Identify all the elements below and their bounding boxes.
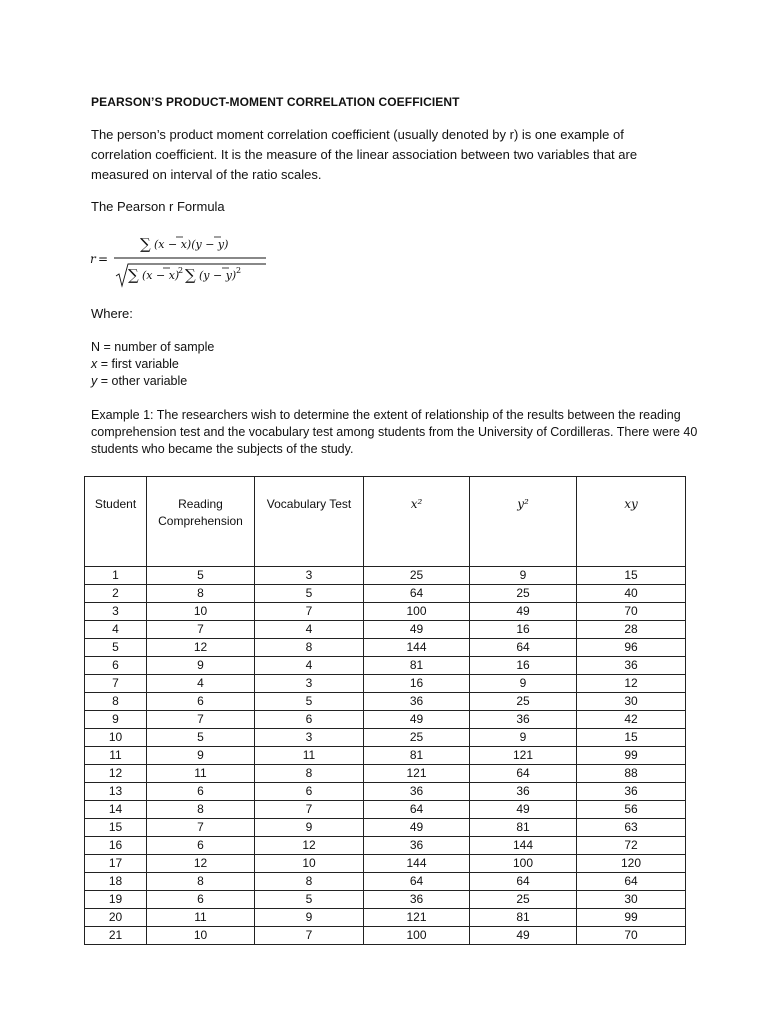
cell-y-squared: 25	[470, 585, 577, 603]
cell-vocabulary: 5	[255, 585, 364, 603]
cell-xy: 36	[577, 657, 686, 675]
cell-y-squared: 144	[470, 837, 577, 855]
cell-x-squared: 64	[364, 585, 470, 603]
cell-reading: 8	[147, 873, 255, 891]
intro-paragraph: The person’s product moment correlation coefficient (usually denoted by r) is one example of correlation coefficient. It is the measure of the linear association between two variables that are measured on interval of the ratio scales.	[91, 127, 638, 182]
formula-heading: The Pearson r Formula	[91, 199, 225, 214]
cell-xy: 30	[577, 891, 686, 909]
table-row	[85, 855, 686, 873]
svg-text:(y − y): (y − y)	[199, 269, 237, 282]
pearson-r-formula	[88, 228, 288, 290]
cell-y-squared: 36	[470, 711, 577, 729]
variable-definitions	[91, 339, 214, 390]
table-row	[85, 675, 686, 693]
data-table	[84, 476, 686, 945]
header-vocabulary-test: Vocabulary Test	[255, 477, 364, 567]
cell-xy: 64	[577, 873, 686, 891]
cell-xy: 70	[577, 603, 686, 621]
cell-x-squared: 49	[364, 711, 470, 729]
table-row	[85, 729, 686, 747]
table-body	[85, 567, 686, 945]
table-row	[85, 873, 686, 891]
cell-xy: 15	[577, 567, 686, 585]
cell-x-squared: 36	[364, 693, 470, 711]
cell-x-squared: 36	[364, 783, 470, 801]
header-x-squared: x²	[364, 477, 470, 567]
table-row	[85, 711, 686, 729]
cell-y-squared: 81	[470, 909, 577, 927]
cell-y-squared: 9	[470, 567, 577, 585]
cell-student: 13	[85, 783, 147, 801]
header-xy: xy	[577, 477, 686, 567]
table-row	[85, 693, 686, 711]
cell-x-squared: 36	[364, 891, 470, 909]
cell-vocabulary: 7	[255, 603, 364, 621]
cell-vocabulary: 8	[255, 765, 364, 783]
cell-reading: 4	[147, 675, 255, 693]
cell-y-squared: 100	[470, 855, 577, 873]
table-row	[85, 909, 686, 927]
svg-text:=: =	[98, 252, 109, 266]
svg-text:2: 2	[178, 266, 184, 275]
cell-vocabulary: 4	[255, 657, 364, 675]
cell-reading: 6	[147, 693, 255, 711]
cell-x-squared: 100	[364, 603, 470, 621]
page-title: PEARSON’S PRODUCT-MOMENT CORRELATION COEFFICIENT	[91, 95, 460, 109]
cell-vocabulary: 9	[255, 819, 364, 837]
cell-student: 15	[85, 819, 147, 837]
cell-x-squared: 144	[364, 639, 470, 657]
cell-xy: 99	[577, 909, 686, 927]
cell-xy: 12	[577, 675, 686, 693]
cell-y-squared: 25	[470, 693, 577, 711]
cell-vocabulary: 12	[255, 837, 364, 855]
cell-reading: 12	[147, 855, 255, 873]
cell-reading: 6	[147, 891, 255, 909]
table-row	[85, 891, 686, 909]
cell-student: 21	[85, 927, 147, 945]
cell-vocabulary: 8	[255, 639, 364, 657]
table-row	[85, 927, 686, 945]
cell-student: 20	[85, 909, 147, 927]
svg-text:(x − x): (x − x)	[142, 269, 180, 282]
cell-reading: 11	[147, 909, 255, 927]
cell-xy: 15	[577, 729, 686, 747]
cell-reading: 10	[147, 603, 255, 621]
svg-text:(x − x)(y − y): (x − x)(y − y)	[154, 238, 229, 251]
cell-student: 19	[85, 891, 147, 909]
cell-x-squared: 49	[364, 819, 470, 837]
cell-x-squared: 16	[364, 675, 470, 693]
definition-symbol: N	[91, 340, 101, 354]
svg-text:∑: ∑	[185, 266, 196, 284]
cell-vocabulary: 7	[255, 927, 364, 945]
cell-xy: 88	[577, 765, 686, 783]
table-row	[85, 765, 686, 783]
cell-reading: 7	[147, 711, 255, 729]
cell-vocabulary: 6	[255, 711, 364, 729]
cell-y-squared: 64	[470, 639, 577, 657]
cell-y-squared: 16	[470, 621, 577, 639]
cell-vocabulary: 3	[255, 675, 364, 693]
cell-reading: 8	[147, 585, 255, 603]
table-row	[85, 639, 686, 657]
definition-line	[91, 356, 214, 373]
cell-student: 11	[85, 747, 147, 765]
cell-x-squared: 121	[364, 765, 470, 783]
definition-symbol: y	[91, 374, 98, 388]
cell-student: 3	[85, 603, 147, 621]
cell-student: 14	[85, 801, 147, 819]
cell-xy: 56	[577, 801, 686, 819]
cell-xy: 99	[577, 747, 686, 765]
table-header-row	[85, 477, 686, 567]
table-row	[85, 585, 686, 603]
where-label: Where:	[91, 306, 133, 321]
cell-vocabulary: 5	[255, 693, 364, 711]
cell-student: 10	[85, 729, 147, 747]
cell-y-squared: 49	[470, 927, 577, 945]
cell-xy: 63	[577, 819, 686, 837]
cell-student: 4	[85, 621, 147, 639]
table-row	[85, 657, 686, 675]
cell-x-squared: 81	[364, 747, 470, 765]
cell-xy: 72	[577, 837, 686, 855]
cell-xy: 36	[577, 783, 686, 801]
svg-text:r: r	[90, 252, 96, 266]
cell-x-squared: 64	[364, 801, 470, 819]
cell-vocabulary: 8	[255, 873, 364, 891]
definition-text: = first variable	[97, 357, 179, 371]
cell-y-squared: 25	[470, 891, 577, 909]
cell-reading: 5	[147, 729, 255, 747]
cell-reading: 10	[147, 927, 255, 945]
cell-reading: 7	[147, 819, 255, 837]
cell-y-squared: 9	[470, 675, 577, 693]
cell-y-squared: 121	[470, 747, 577, 765]
cell-y-squared: 36	[470, 783, 577, 801]
cell-x-squared: 121	[364, 909, 470, 927]
cell-y-squared: 16	[470, 657, 577, 675]
cell-reading: 6	[147, 783, 255, 801]
table-row	[85, 801, 686, 819]
cell-vocabulary: 5	[255, 891, 364, 909]
definition-text: = other variable	[97, 374, 188, 388]
cell-xy: 96	[577, 639, 686, 657]
cell-reading: 11	[147, 765, 255, 783]
svg-text:∑: ∑	[140, 235, 151, 253]
cell-reading: 8	[147, 801, 255, 819]
cell-xy: 30	[577, 693, 686, 711]
cell-student: 2	[85, 585, 147, 603]
cell-x-squared: 49	[364, 621, 470, 639]
cell-vocabulary: 3	[255, 729, 364, 747]
definition-symbol: x	[91, 357, 98, 371]
cell-x-squared: 25	[364, 729, 470, 747]
cell-reading: 9	[147, 747, 255, 765]
cell-student: 17	[85, 855, 147, 873]
cell-xy: 120	[577, 855, 686, 873]
cell-vocabulary: 4	[255, 621, 364, 639]
cell-x-squared: 36	[364, 837, 470, 855]
table-row	[85, 603, 686, 621]
definition-text: = number of sample	[100, 340, 215, 354]
cell-vocabulary: 10	[255, 855, 364, 873]
cell-xy: 28	[577, 621, 686, 639]
table-row	[85, 819, 686, 837]
cell-student: 8	[85, 693, 147, 711]
cell-student: 9	[85, 711, 147, 729]
cell-student: 12	[85, 765, 147, 783]
cell-student: 7	[85, 675, 147, 693]
cell-y-squared: 49	[470, 801, 577, 819]
cell-y-squared: 81	[470, 819, 577, 837]
definition-line	[91, 373, 214, 390]
cell-reading: 6	[147, 837, 255, 855]
header-y-squared: y²	[470, 477, 577, 567]
table-row	[85, 621, 686, 639]
cell-y-squared: 64	[470, 765, 577, 783]
cell-student: 6	[85, 657, 147, 675]
cell-student: 5	[85, 639, 147, 657]
cell-x-squared: 64	[364, 873, 470, 891]
cell-student: 16	[85, 837, 147, 855]
cell-reading: 9	[147, 657, 255, 675]
cell-reading: 12	[147, 639, 255, 657]
cell-reading: 7	[147, 621, 255, 639]
cell-xy: 42	[577, 711, 686, 729]
cell-xy: 40	[577, 585, 686, 603]
cell-x-squared: 100	[364, 927, 470, 945]
cell-reading: 5	[147, 567, 255, 585]
svg-text:2: 2	[236, 266, 242, 275]
cell-student: 18	[85, 873, 147, 891]
cell-x-squared: 144	[364, 855, 470, 873]
definition-line	[91, 339, 214, 356]
table-row	[85, 783, 686, 801]
table-row	[85, 567, 686, 585]
cell-y-squared: 9	[470, 729, 577, 747]
svg-text:∑: ∑	[128, 266, 139, 284]
cell-xy: 70	[577, 927, 686, 945]
cell-vocabulary: 3	[255, 567, 364, 585]
example-paragraph: Example 1: The researchers wish to determine the extent of relationship of the results between the reading comprehension test and the vocabulary test among students from the University of Cordilleras. There were 40 students who became the subjects of the study.	[91, 408, 698, 456]
cell-vocabulary: 11	[255, 747, 364, 765]
cell-y-squared: 64	[470, 873, 577, 891]
cell-x-squared: 25	[364, 567, 470, 585]
header-reading-comprehension: Reading Comprehension	[147, 477, 255, 567]
cell-vocabulary: 7	[255, 801, 364, 819]
table-row	[85, 747, 686, 765]
cell-y-squared: 49	[470, 603, 577, 621]
table-row	[85, 837, 686, 855]
cell-vocabulary: 9	[255, 909, 364, 927]
header-student: Student	[85, 477, 147, 567]
cell-x-squared: 81	[364, 657, 470, 675]
cell-vocabulary: 6	[255, 783, 364, 801]
cell-student: 1	[85, 567, 147, 585]
